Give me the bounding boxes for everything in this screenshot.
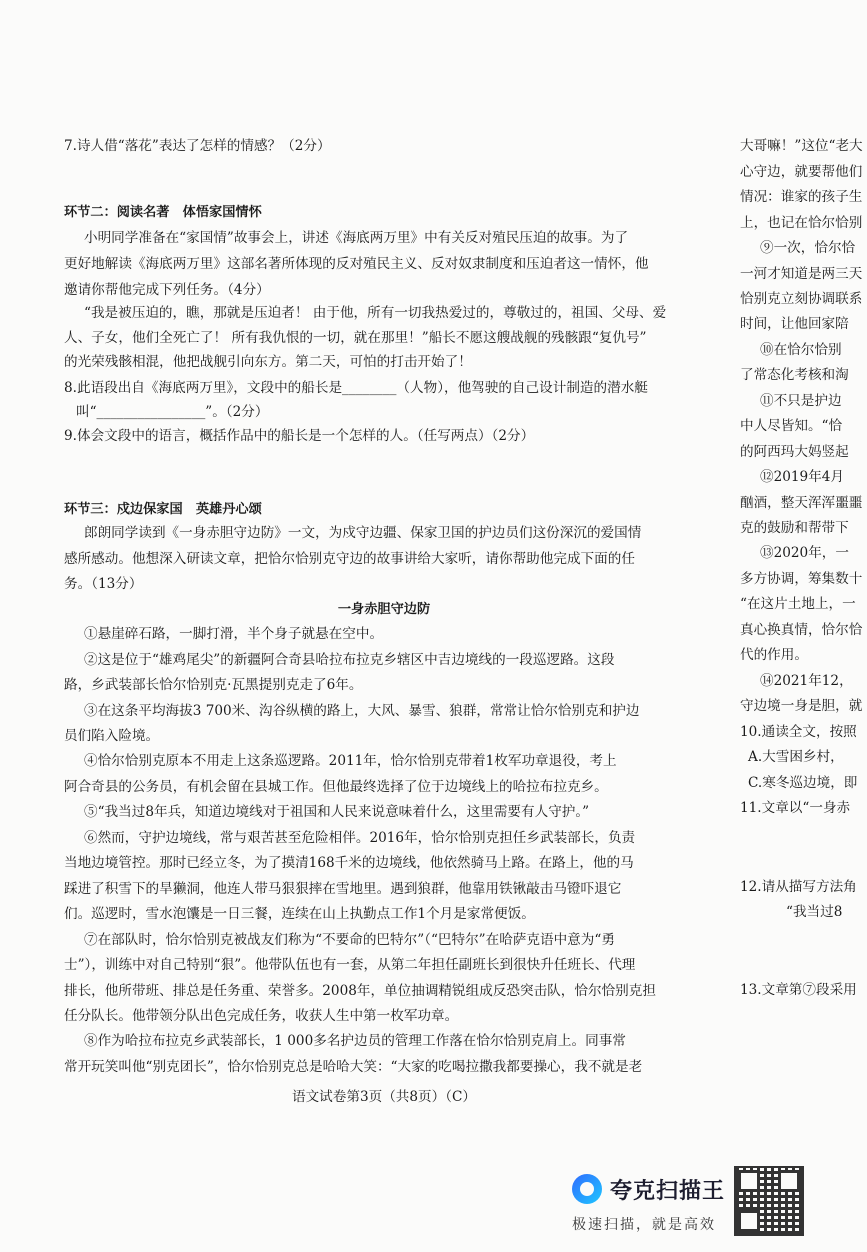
article-paragraph-line: ③在这条平均海拔3 700米、沟谷纵横的路上，大风、暴雪、狼群，常常让恰尔恰别克和护边: [84, 703, 640, 719]
right-column-line: 心守边，就要帮他们: [740, 164, 863, 180]
right-column-line: 11.文章以“一身赤: [740, 800, 851, 816]
novel-quote-line: 的光荣残骸相混，他把战舰引向东方。第二天，可怕的打击开始了！: [64, 354, 472, 370]
right-column-line: 代的作用。: [740, 647, 808, 663]
scanner-logo-icon: [572, 1174, 602, 1204]
article-paragraph-line: ①悬崖碎石路，一脚打滑，半个身子就悬在空中。: [84, 626, 384, 642]
article-paragraph-line: 任分队长。他带领分队出色完成任务，收获人生中第一枚军功章。: [64, 1008, 459, 1024]
question-7: 7.诗人借“落花”表达了怎样的情感？（2分）: [64, 138, 331, 154]
right-column-clipped: [740, 0, 867, 1140]
right-column-line: 上，也记在恰尔恰别: [740, 215, 863, 231]
right-column-line: 了常态化考核和淘: [740, 367, 849, 383]
article-paragraph-line: 路，乡武装部长恰尔恰别克·瓦黑提别克走了6年。: [64, 677, 363, 693]
article-paragraph-line: ②这是位于“雄鸡尾尖”的新疆阿合奇县哈拉布拉克乡辖区中吉边境线的一段巡逻路。这段: [84, 652, 615, 668]
article-paragraph-line: ⑥然而，守护边境线，常与艰苦甚至危险相伴。2016年，恰尔恰别克担任乡武装部长，负责: [84, 830, 636, 846]
section-2-intro-line: 更好地解读《海底两万里》这部名著所体现的反对殖民主义、反对奴隶制度和压迫者这一情怀，他: [64, 256, 649, 272]
novel-quote-line: 人、子女，他们全死亡了！ 所有我仇恨的一切，就在那里！”船长不愿这艘战舰的残骸跟“复仇号”: [64, 330, 647, 346]
right-column-line: 的阿西玛大妈竖起: [740, 444, 849, 460]
section-3-intro-line: 郎朗同学读到《一身赤胆守边防》一文，为戍守边疆、保家卫国的护边员们这份深沉的爱国情: [84, 525, 642, 541]
page-footer: 语文试卷第3页（共8页）（C）: [291, 1089, 477, 1105]
right-column-line: “我当过8: [786, 904, 843, 920]
right-column-line: 克的鼓励和帮带下: [740, 520, 849, 536]
right-column-line: 一河才知道是两三天: [740, 266, 863, 282]
right-column-line: 中人尽皆知。“恰: [740, 418, 843, 434]
section-3-intro-line: 务。（13分）: [64, 576, 143, 592]
qr-code-icon: [734, 1166, 804, 1236]
article-paragraph-line: ⑦在部队时，恰尔恰别克被战友们称为“不要命的巴特尔”（“巴特尔”在哈萨克语中意为“勇: [84, 932, 615, 948]
article-paragraph-line: 们。巡逻时，雪水泡馕是一日三餐，连续在山上执勤点工作1个月是家常便饭。: [64, 906, 535, 922]
right-column-line: 大哥嘛！”这位“老大: [740, 138, 863, 154]
scanner-app-name: 夸克扫描王: [610, 1179, 726, 1204]
right-column-line: “在这片土地上，一: [740, 596, 856, 612]
section-3-heading: 环节三：戍边保家国 英雄丹心颂: [64, 502, 262, 517]
article-paragraph-line: 排长，他所带班、排总是任务重、荣誉多。2008年，单位抽调精锐组成反恐突击队，恰尔恰别克担: [64, 983, 656, 999]
right-column-line: 10.通读全文，按照: [740, 724, 857, 740]
section-2-heading: 环节二：阅读名著 体悟家国情怀: [64, 205, 262, 220]
section-3-intro-line: 感所感动。他想深入研读文章，把恰尔恰别克守边的故事讲给大家听，请你帮助他完成下面的任: [64, 551, 635, 567]
right-column-line: A.大雪困乡村，: [748, 749, 844, 765]
right-column-line: C.寒冬巡边境，即: [748, 775, 858, 791]
novel-quote-line: “我是被压迫的，瞧，那就是压迫者！ 由于他，所有一切我热爱过的，尊敬过的，祖国、父母、爱: [84, 305, 667, 321]
article-paragraph-line: ⑧作为哈拉布拉克乡武装部长，1 000多名护边员的管理工作落在恰尔恰别克肩上。同事常: [84, 1033, 626, 1049]
question-9: 9.体会文段中的语言，概括作品中的船长是一个怎样的人。（任写两点）（2分）: [64, 428, 535, 444]
right-column-line: 真心换真情，恰尔恰: [740, 622, 863, 638]
article-paragraph-line: 常开玩笑叫他“别克团长”，恰尔恰别克总是哈哈大笑：“大家的吃喝拉撒我都要操心，我不就是老: [64, 1059, 643, 1075]
article-paragraph-line: ⑤“我当过8年兵，知道边境线对于祖国和人民来说意味着什么，这里需要有人守护。”: [84, 804, 590, 820]
question-8: 8.此语段出自《海底两万里》，文段中的船长是________（人物），他驾驶的自己设计制造的潜水艇: [64, 380, 648, 396]
article-paragraph-line: 当地边境管控。那时已经立冬，为了摸清168千米的边境线，他依然骑马上路。在路上，他的马: [64, 855, 634, 871]
right-column-line: ⑨一次，恰尔恰: [760, 240, 856, 256]
article-paragraph-line: 士”），训练中对自己特别“狠”。他带队伍也有一套，从第二年担任副班长到很快升任班长、代理: [64, 957, 636, 973]
right-column-line: 12.请从描写方法角: [740, 879, 857, 895]
right-column-line: ⑭2021年12，: [760, 673, 853, 689]
scanner-slogan: 极速扫描，就是高效: [572, 1217, 716, 1233]
article-paragraph-line: 阿合奇县的公务员，有机会留在县城工作。但他最终选择了位于边境线上的哈拉布拉克乡。: [64, 779, 608, 795]
right-column-line: 时间，让他回家陪: [740, 316, 849, 332]
article-paragraph-line: ④恰尔恰别克原本不用走上这条巡逻路。2011年，恰尔恰别克带着1枚军功章退役，考上: [84, 753, 617, 769]
section-2-intro-line: 小明同学准备在“家国情”故事会上，讲述《海底两万里》中有关反对殖民压迫的故事。为了: [84, 230, 629, 246]
question-8-continued: 叫“________________”。（2分）: [76, 404, 269, 420]
right-column-line: ⑪不只是护边: [760, 393, 842, 409]
right-column-line: 守边境一身是胆，就: [740, 698, 863, 714]
right-column-line: ⑬2020年，一: [760, 545, 849, 561]
right-column-line: ⑫2019年4月: [760, 469, 845, 485]
article-paragraph-line: 员们陷入险境。: [64, 728, 160, 744]
right-column-line: 酗酒，整天浑浑噩噩: [740, 495, 863, 511]
right-column-line: 情况：谁家的孩子生: [740, 189, 863, 205]
right-column-line: 13.文章第⑦段采用: [740, 982, 857, 998]
scanner-watermark: [572, 1172, 867, 1252]
right-column-line: 恰别克立刻协调联系: [740, 291, 863, 307]
right-column-line: ⑩在恰尔恰别: [760, 342, 842, 358]
section-2-intro-line: 邀请你帮他完成下列任务。（4分）: [64, 282, 270, 298]
article-title: 一身赤胆守边防: [337, 602, 431, 617]
right-column-line: 多方协调，筹集数十: [740, 571, 863, 587]
article-paragraph-line: 踩进了积雪下的旱獭洞，他连人带马狠狠摔在雪地里。遇到狼群，他靠用铁锹敲击马镫吓退它: [64, 881, 622, 897]
